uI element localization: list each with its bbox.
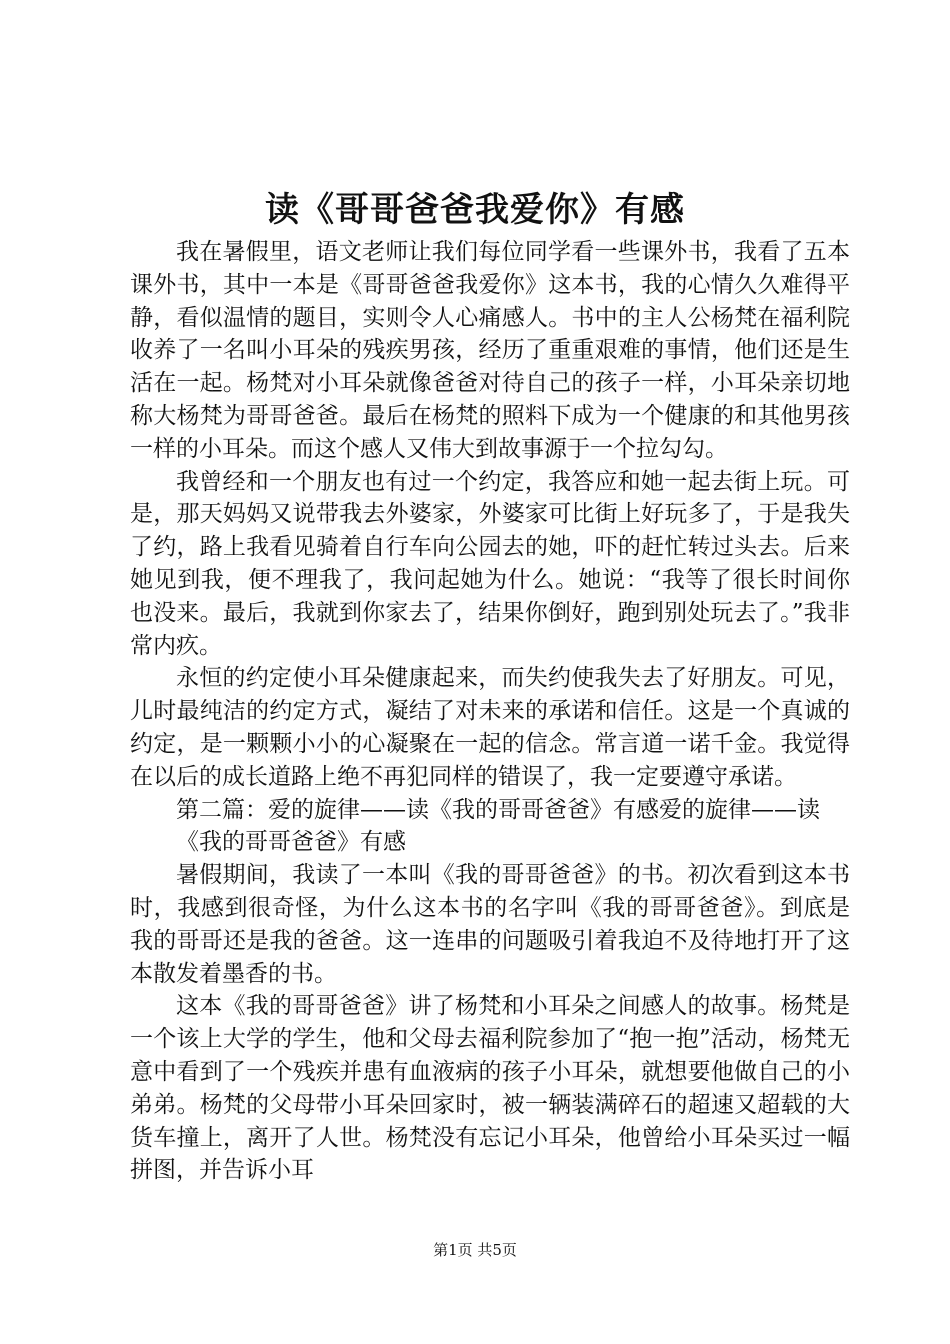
paragraph-1: 我在暑假里，语文老师让我们每位同学看一些课外书，我看了五本课外书，其中一本是《哥哥爸爸我爱你》这本书，我的心情久久难得平静，看似温情的题目，实则令人心痛感人。书中的主人公杨梵在福利院收养了一名叫小耳朵的残疾男孩，经历了重重艰难的事情，他们还是生活在一起。杨梵对小耳朵就像爸爸对待自己的孩子一样，小耳朵亲切地称大杨梵为哥哥爸爸。最后在杨梵的照料下成为一个健康的和其他男孩一样的小耳朵。而这个感人又伟大到故事源于一个拉勾勾。: [130, 239, 850, 462]
document-title: 读《哥哥爸爸我爱你》有感: [265, 190, 685, 230]
page-footer: 第1页 共5页: [433, 1241, 517, 1259]
section-heading: 第二篇：爱的旋律——读《我的哥哥爸爸》有感爱的旋律——读《我的哥哥爸爸》有感: [176, 796, 820, 856]
document-body: [130, 236, 850, 1187]
paragraph-5: 这本《我的哥哥爸爸》讲了杨梵和小耳朵之间感人的故事。杨梵是一个该上大学的学生，他和父母去福利院参加了“抱一抱”活动，杨梵无意中看到了一个残疾并患有血液病的孩子小耳朵，就想要他做自己的小弟弟。杨梵的父母带小耳朵回家时，被一辆装满碎石的超速又超载的大货车撞上，离开了人世。杨梵没有忘记小耳朵，他曾给小耳朵买过一幅拼图，并告诉小耳: [130, 993, 850, 1184]
paragraph-3: 永恒的约定使小耳朵健康起来，而失约使我失去了好朋友。可见，儿时最纯洁的约定方式，凝结了对未来的承诺和信任。这是一个真诚的约定，是一颗颗小小的心凝聚在一起的信念。常言道一诺千金。我觉得在以后的成长道路上绝不再犯同样的错误了，我一定要遵守承诺。: [130, 665, 850, 790]
paragraph-4: 暑假期间，我读了一本叫《我的哥哥爸爸》的书。初次看到这本书时，我感到很奇怪，为什么这本书的名字叫《我的哥哥爸爸》。到底是我的哥哥还是我的爸爸。这一连串的问题吸引着我迫不及待地打开了这本散发着墨香的书。: [130, 862, 850, 987]
paragraph-2: 我曾经和一个朋友也有过一个约定，我答应和她一起去街上玩。可是，那天妈妈又说带我去外婆家，外婆家可比街上好玩多了，于是我失了约，路上我看见骑着自行车向公园去的她，吓的赶忙转过头去。后来她见到我，便不理我了，我问起她为什么。她说：“我等了很长时间你也没来。最后，我就到你家去了，结果你倒好，跑到别处玩去了。”我非常内疚。: [130, 468, 850, 659]
